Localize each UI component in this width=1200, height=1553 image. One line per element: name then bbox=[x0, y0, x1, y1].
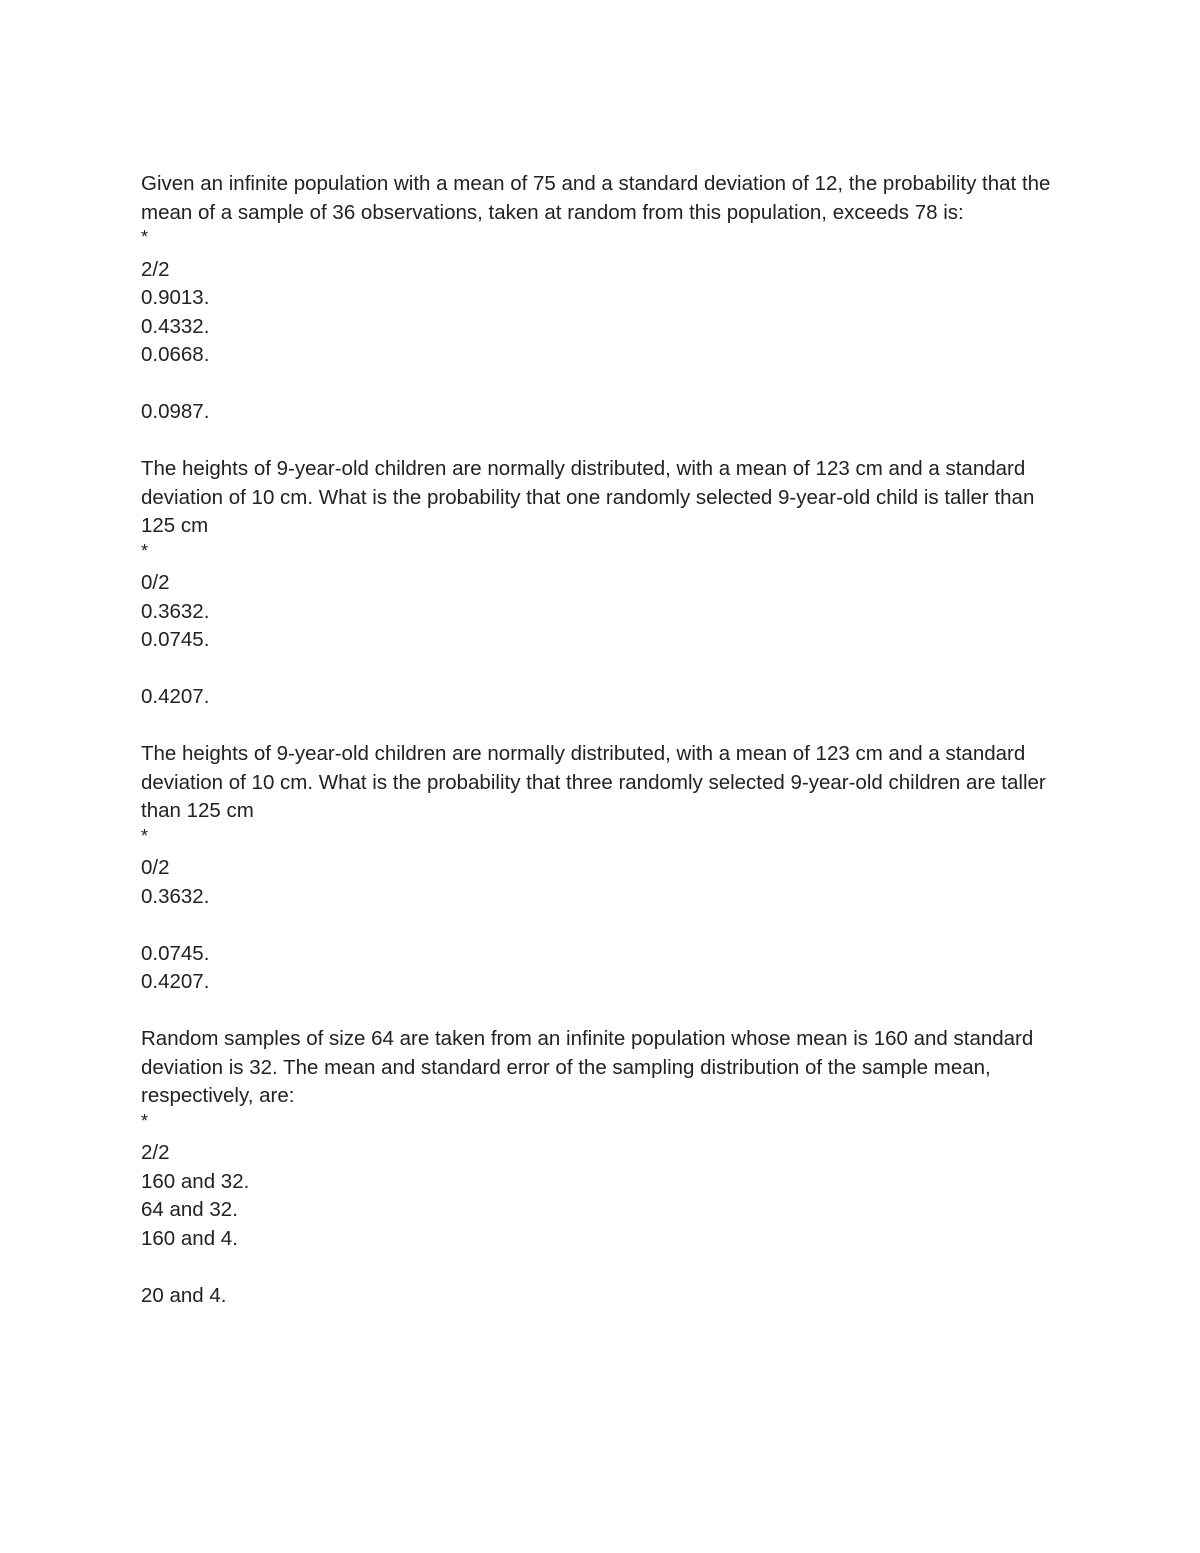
required-mark: * bbox=[141, 825, 149, 846]
option: 0.9013. bbox=[141, 286, 210, 309]
question-block-3 bbox=[141, 740, 1071, 997]
option: 0.0745. bbox=[141, 628, 210, 651]
option: 0.0987. bbox=[141, 400, 210, 423]
question-block-2 bbox=[141, 455, 1071, 712]
question-text: Random samples of size 64 are taken from an infinite population whose mean is 160 and standard deviation is 32. The mean and standard error of the sampling distribution of the sample mean, respectively, are: bbox=[141, 1027, 1034, 1107]
document-content bbox=[141, 170, 1071, 1310]
question-text: The heights of 9-year-old children are normally distributed, with a mean of 123 cm and a standard deviation of 10 cm. What is the probability that one randomly selected 9-year-old child is taller than 125 cm bbox=[141, 457, 1035, 537]
spacer bbox=[141, 712, 1071, 741]
score: 0/2 bbox=[141, 571, 170, 594]
option: 64 and 32. bbox=[141, 1198, 238, 1221]
option: 0.0668. bbox=[141, 343, 210, 366]
question-block-4 bbox=[141, 1025, 1071, 1310]
option: 0.4207. bbox=[141, 685, 210, 708]
question-text: Given an infinite population with a mean of 75 and a standard deviation of 12, the probability that the mean of a sample of 36 observations, taken at random from this population, exceeds 78 is: bbox=[141, 172, 1051, 224]
option: 160 and 32. bbox=[141, 1169, 250, 1193]
option: 0.4332. bbox=[141, 314, 210, 338]
question-text: The heights of 9-year-old children are normally distributed, with a mean of 123 cm and a standard deviation of 10 cm. What is the probability that three randomly selected 9-year-old children are taller than 125 cm bbox=[141, 742, 1046, 822]
spacer bbox=[141, 427, 1071, 456]
required-mark: * bbox=[141, 540, 149, 561]
option: 0.0745. bbox=[141, 941, 210, 965]
score: 2/2 bbox=[141, 257, 170, 281]
spacer bbox=[141, 997, 1071, 1026]
required-mark: * bbox=[141, 1110, 149, 1131]
question-block-1 bbox=[141, 170, 1071, 427]
score: 2/2 bbox=[141, 1141, 170, 1164]
option: 0.4207. bbox=[141, 970, 210, 993]
spacer bbox=[141, 370, 1071, 399]
spacer bbox=[141, 655, 1071, 684]
score: 0/2 bbox=[141, 856, 170, 879]
option: 0.3632. bbox=[141, 884, 210, 908]
spacer bbox=[141, 1253, 1071, 1282]
required-mark: * bbox=[141, 227, 149, 247]
option: 20 and 4. bbox=[141, 1283, 227, 1307]
option: 160 and 4. bbox=[141, 1226, 238, 1250]
spacer bbox=[141, 911, 1071, 940]
option: 0.3632. bbox=[141, 599, 210, 623]
